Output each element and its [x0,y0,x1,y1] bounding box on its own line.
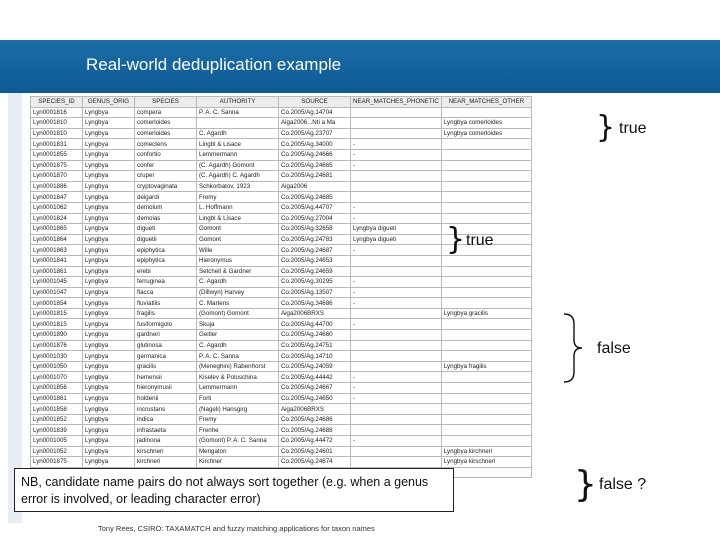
table-cell: Lyn0001839 [31,425,83,436]
table-cell: L. Hoffmann [197,202,279,213]
right-brace-icon [560,312,586,384]
table-cell: (Gomont) P. A. C. Sanna [197,436,279,447]
table-cell: Lyngbya [83,372,135,383]
table-cell: Lyngbya [83,245,135,256]
table-cell: Lyn0001886 [31,181,83,192]
table-cell [351,308,442,319]
table-cell: Co.2005/Ag.44707 [279,202,351,213]
table-cell: Co.2005/Ag.24659 [279,266,351,277]
table-cell: Lyngbya [83,107,135,118]
table-cell: deigardi [135,192,197,203]
table-cell: Skuja [197,319,279,330]
table-cell: Lingbl & Lisace [197,139,279,150]
title-bar [0,40,720,93]
table-cell: Gomont [197,234,279,245]
table-cell: Lyngbya kirschneri [441,457,531,468]
table-row [31,319,532,330]
table-cell: Lyn0001875 [31,457,83,468]
table-row [31,160,532,171]
table-cell: - [351,319,442,330]
table-cell: Lyngbya [83,139,135,150]
table-cell [441,287,531,298]
table-cell: Lyngbya [83,266,135,277]
table-cell: Aiga2006...Nti a Ma [279,118,351,129]
table-cell: Lyn0001852 [31,414,83,425]
table-cell [197,118,279,129]
table-cell: Lyngbya [83,160,135,171]
table-cell: Lyngbya gracilis [441,308,531,319]
table-cell: ferruginea [135,277,197,288]
table-cell: Lyn0001858 [31,404,83,415]
table-cell [351,351,442,362]
table-cell: Co.2005/Ag.14710 [279,351,351,362]
table-cell: Lyn0001875 [31,160,83,171]
table-cell [441,330,531,341]
table-row [31,139,532,150]
column-header: AUTHORITY [197,97,279,108]
table-cell: Lyngbya [83,171,135,182]
table-row [31,287,532,298]
table-cell: Lyn0001890 [31,330,83,341]
table-cell: (Nageli) Hansgirg [197,404,279,415]
table-cell: Lyngbya [83,393,135,404]
table-cell: Aiga2006BRXS [279,404,351,415]
table-cell: Lyn0001841 [31,255,83,266]
column-header: GENUS_ORIG [83,97,135,108]
column-header: SPECIES_ID [31,97,83,108]
table-cell: Lyngbya [83,425,135,436]
annotation-label-1: true [619,120,647,137]
table-cell: comerloides [135,118,197,129]
table-row [31,202,532,213]
table-cell: Co.2005/Ag.34686 [279,298,351,309]
table-cell: flacca [135,287,197,298]
table-cell [351,118,442,129]
table-cell: Lyn0001050 [31,361,83,372]
right-brace-icon: } [574,464,597,505]
table-cell [351,361,442,372]
table-cell: erebi [135,266,197,277]
table-cell [441,139,531,150]
table-cell: Kiselev & Poluschina [197,372,279,383]
table-cell: Aiga2006BRXS [279,308,351,319]
table-cell: Lyngbya [83,361,135,372]
table-cell [441,414,531,425]
table-cell: fluviatilis [135,298,197,309]
table-cell [441,171,531,182]
table-cell: - [351,298,442,309]
table-cell: kirschneri [135,446,197,457]
table-row [31,128,532,139]
table-cell: Lyn0001062 [31,202,83,213]
annotation-label-2: true [466,232,494,249]
annotation-label-3: false [597,340,631,357]
table-cell [351,107,442,118]
table-cell: incrustans [135,404,197,415]
table-cell: Lyngbya [83,414,135,425]
table-cell [351,340,442,351]
table-cell [441,181,531,192]
table-cell: Co.2005/Ag.24674 [279,457,351,468]
table-cell [351,128,442,139]
table-cell: fragilis [135,308,197,319]
table-row [31,118,532,129]
table-cell: Lyn0001810 [31,128,83,139]
table-cell: Co.2005/Ag.24660 [279,330,351,341]
table-row [31,149,532,160]
table-cell: Co.2005/Ag.13507 [279,287,351,298]
table-row [31,425,532,436]
table-cell [351,414,442,425]
table-cell: Schkorbatov, 1923 [197,181,279,192]
table-cell: Hieronymus [197,255,279,266]
table-cell: Lyngbya [83,351,135,362]
table-cell: Geitler [197,330,279,341]
column-header: NEAR_MATCHES_PHONETIC [351,97,442,108]
table-cell: Co.2005/Ag.24666 [279,149,351,160]
table-cell: Co.2005/Ag.24665 [279,160,351,171]
table-row [31,383,532,394]
table-row [31,393,532,404]
table-cell: Lyngbya [83,436,135,447]
table-cell: Wille [197,245,279,256]
table-cell: compera [135,107,197,118]
table-cell [441,192,531,203]
table-cell [441,467,531,478]
table-cell: Lyn0001052 [31,446,83,457]
table-cell: Setchell & Gardner [197,266,279,277]
table-cell: epiphytica [135,245,197,256]
table-cell: cruper [135,171,197,182]
table-cell: Lyngbya [83,224,135,235]
table-cell [441,393,531,404]
table-row [31,372,532,383]
table-cell: Lyngbya [83,383,135,394]
table-cell: C. Agardh [197,340,279,351]
table-cell: Lyngbya [83,404,135,415]
table-cell: glutinosa [135,340,197,351]
table-cell: Mengaton [197,446,279,457]
table-cell [351,425,442,436]
table-cell: Co.2005/Ag.24681 [279,171,351,182]
table-cell: Lyn0001047 [31,287,83,298]
table-cell: - [351,436,442,447]
table-cell: - [351,213,442,224]
table-cell: Lyngbya [83,149,135,160]
table-cell: Lyngbya [83,330,135,341]
table-cell: Lyngbya [83,118,135,129]
table-row [31,351,532,362]
table-cell: Lyngbya fragilis [441,361,531,372]
table-cell: Lyn0001856 [31,383,83,394]
table-cell: Co.2005/Ag.24686 [279,414,351,425]
table-cell [351,404,442,415]
table-cell: P. A. C. Sanna [197,351,279,362]
table-cell: Co.2005/Ag.44472 [279,436,351,447]
table-cell: Lyn0001855 [31,149,83,160]
annotation-label-4: false ? [599,476,647,493]
table-cell [441,404,531,415]
table-cell: Lyn0001865 [31,224,83,235]
table-row [31,436,532,447]
table-row [31,330,532,341]
table-cell: Co.2005/Ag.24059 [279,361,351,372]
table-cell: (Gomont) Gomont [197,308,279,319]
right-brace-icon: } [596,110,616,145]
table-cell: Co.2005/Ag.14704 [279,107,351,118]
table-cell: Lyn0001815 [31,319,83,330]
table-cell: C. Martens [197,298,279,309]
table-cell [351,330,442,341]
table-cell: jadinona [135,436,197,447]
table-cell: Lyngbya [83,255,135,266]
table-cell: Gomont [197,224,279,235]
table-cell [441,351,531,362]
table-cell [441,340,531,351]
table-cell: Lyngbya [83,446,135,457]
table-cell [351,457,442,468]
table-cell: Lyn0001810 [31,118,83,129]
table-cell: Lyngbya [83,234,135,245]
table-cell: infrastaeta [135,425,197,436]
table-row [31,308,532,319]
table-cell: cryptovaginata [135,181,197,192]
row-header-strip [8,93,22,523]
table-cell [441,107,531,118]
table-cell [441,160,531,171]
table-cell [441,149,531,160]
table-cell: Co.2005/Ag.24783 [279,234,351,245]
table-cell: Forti [197,393,279,404]
table-row [31,414,532,425]
table-cell: Co.2005/Ag.24650 [279,393,351,404]
table-cell: holdenii [135,393,197,404]
table-cell [441,425,531,436]
table-cell: hieronymusii [135,383,197,394]
table-cell: Aiga2006 [279,181,351,192]
table-cell: demolas [135,213,197,224]
table-cell: gracilis [135,361,197,372]
table-row [31,361,532,372]
table-cell: demolum [135,202,197,213]
table-cell: confer [135,160,197,171]
table-cell: Lyn0001861 [31,266,83,277]
table-cell: Lyn0001854 [31,298,83,309]
table-cell: - [351,372,442,383]
table-cell: diguetii [135,234,197,245]
table-row [31,181,532,192]
table-cell: Co.2005/Ag.24653 [279,255,351,266]
table-cell: Lyn0001863 [31,245,83,256]
table-cell: Lyngbya [83,202,135,213]
table-cell: Co.2005/Ag.34000 [279,139,351,150]
table-cell: Lyn0001005 [31,436,83,447]
table-row [31,457,532,468]
table-cell: Lyngbya [83,308,135,319]
table-cell: Lyn0001815 [31,308,83,319]
table-cell: Lyn0001864 [31,234,83,245]
table-cell [441,372,531,383]
table-cell: Kirchner [197,457,279,468]
table-cell: Co.2005/Ag.30295 [279,277,351,288]
table-cell: - [351,393,442,404]
table-cell [351,181,442,192]
table-cell: Lyn0001824 [31,213,83,224]
table-cell: indica [135,414,197,425]
table-cell: Co.2005/Ag.32658 [279,224,351,235]
table-cell: (Meneghini) Rabenhorst [197,361,279,372]
table-cell: Frenhe [197,425,279,436]
table-cell: Co.2005/Ag.24601 [279,446,351,457]
table-cell [351,266,442,277]
table-cell: - [351,245,442,256]
table-cell: Lyngbya digueti [351,224,442,235]
table-cell: germanica [135,351,197,362]
table-cell [351,171,442,182]
table-cell: - [351,383,442,394]
table-cell: C. Agardh [197,128,279,139]
table-cell: - [351,277,442,288]
table-cell: - [351,139,442,150]
table-cell: fusiformigolo [135,319,197,330]
column-header: NEAR_MATCHES_OTHER [441,97,531,108]
table-cell: Co.2005/Ag.24751 [279,340,351,351]
table-cell: - [351,287,442,298]
table-header-row [31,97,532,108]
table-cell [351,446,442,457]
table-row [31,404,532,415]
table-cell [441,436,531,447]
table-cell: Lyngbya [83,340,135,351]
column-header: SPECIES [135,97,197,108]
table-cell: Lyngbya [83,298,135,309]
right-brace-icon: } [446,222,466,257]
table-row [31,171,532,182]
table-cell: Lyn0001861 [31,393,83,404]
table-cell: Lyn0001831 [31,139,83,150]
table-cell: Lyngbya [83,287,135,298]
data-table [30,96,532,478]
table-cell: epiphytica [135,255,197,266]
table-cell: Fremy [197,414,279,425]
table-cell: (C. Agardh) Gomont [197,160,279,171]
table-cell: Lyngbya [83,277,135,288]
table-cell: Co.2005/Ag.27004 [279,213,351,224]
table-cell: comectens [135,139,197,150]
table-cell: Lyngbya comerloides [441,128,531,139]
table-cell: Co.2005/Ag.44442 [279,372,351,383]
table-cell: kirchneri [135,457,197,468]
table-cell: Lyngbya [83,128,135,139]
table-row [31,298,532,309]
table-cell: Fremy [197,192,279,203]
table-cell: Lemmermann [197,383,279,394]
table-row [31,266,532,277]
table-cell [441,319,531,330]
table-cell: comerloides [135,128,197,139]
table-cell: P. A. C. Sanna [197,107,279,118]
table-cell: - [351,160,442,171]
table-cell: Lyngbya [83,213,135,224]
table-cell: Lyngbya [83,192,135,203]
table-cell: Lemmermann [197,149,279,160]
table-cell [441,202,531,213]
table-cell [441,277,531,288]
table-row [31,340,532,351]
table-cell: Co.2005/Ag.44700 [279,319,351,330]
table-cell: Lyn0001816 [31,107,83,118]
table-cell: Lyngbya [83,181,135,192]
table-cell: Lingbl & Lisace [197,213,279,224]
table-cell [351,192,442,203]
table-cell: Lyngbya [83,457,135,468]
table-cell: gardneri [135,330,197,341]
column-header: SOURCE [279,97,351,108]
table-cell [351,255,442,266]
table-cell: Co.2005/Ag.24688 [279,425,351,436]
table-cell: - [351,149,442,160]
table-cell: Lyn0001870 [31,171,83,182]
table-cell: Lyn0001847 [31,192,83,203]
table-cell: Lyn0001045 [31,277,83,288]
table-cell: hemensii [135,372,197,383]
table-cell: Lyn0001070 [31,372,83,383]
table-cell: - [351,202,442,213]
table-row [31,277,532,288]
table-cell: (C. Agardh) C. Agardh [197,171,279,182]
table-cell: Lyn0001030 [31,351,83,362]
footer-credit: Tony Rees, CSIRO: TAXAMATCH and fuzzy matching applications for taxon names [98,524,375,533]
table-cell: Co.2005/Ag.24667 [279,383,351,394]
note-box: NB, candidate name pairs do not always sort together (e.g. when a genus error is involved, or leading character error) [14,468,454,512]
table-cell [441,298,531,309]
table-row [31,446,532,457]
table-cell [441,266,531,277]
table-cell: Lyngbya [83,319,135,330]
table-cell: Co.2005/Ag.24687 [279,245,351,256]
table-cell: Lyngbya kirchneri [441,446,531,457]
table-cell: Lyn0001876 [31,340,83,351]
table-row [31,192,532,203]
table-cell: confortio [135,149,197,160]
table-row [31,107,532,118]
table-cell: digueti [135,224,197,235]
table-cell: C. Agardh [197,277,279,288]
table-cell: (Dillwyn) Harvey [197,287,279,298]
table-cell: Lyngbya comerloides [441,118,531,129]
table-cell: Lyngbya digueti [351,234,442,245]
table-cell: Co.2005/Ag.23707 [279,128,351,139]
table-cell: Co.2005/Ag.24685 [279,192,351,203]
slide-title: Real-world deduplication example [86,55,342,74]
table-cell [441,383,531,394]
